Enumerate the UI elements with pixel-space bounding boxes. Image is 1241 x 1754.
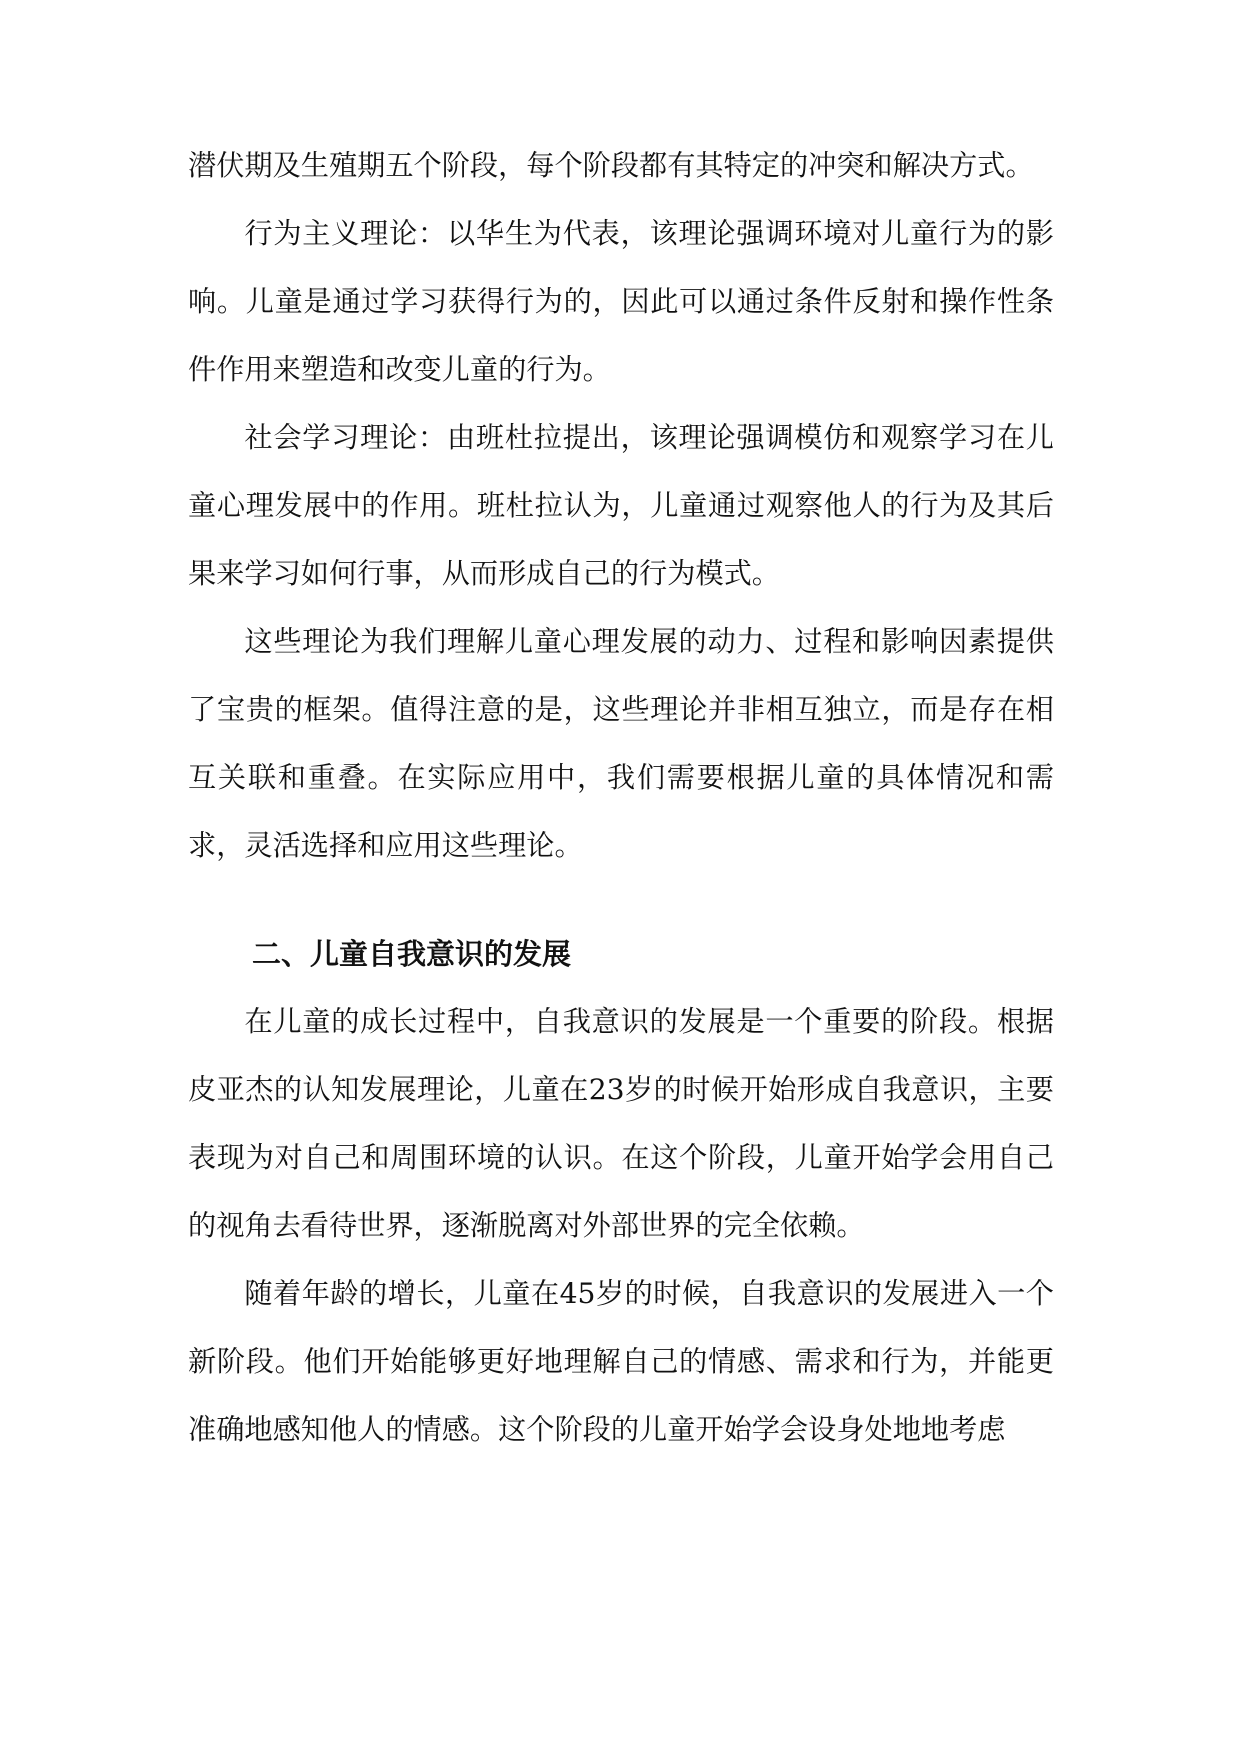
paragraph-self-awareness-later: 随着年龄的增长，儿童在45岁的时候，自我意识的发展进入一个新阶段。他们开始能够更好地理解自己的情感、需求和行为，并能更准确地感知他人的情感。这个阶段的儿童开始学会设身处地地考虑 bbox=[188, 1277, 1054, 1446]
paragraph-social-learning: 社会学习理论：由班杜拉提出，该理论强调模仿和观察学习在儿童心理发展中的作用。班杜拉认为，儿童通过观察他人的行为及其后果来学习如何行事，从而形成自己的行为模式。 bbox=[188, 421, 1054, 590]
document-body bbox=[188, 132, 1054, 1464]
paragraph-theories-summary: 这些理论为我们理解儿童心理发展的动力、过程和影响因素提供了宝贵的框架。值得注意的是，这些理论并非相互独立，而是存在相互关联和重叠。在实际应用中，我们需要根据儿童的具体情况和需求，灵活选择和应用这些理论。 bbox=[188, 625, 1054, 862]
paragraph-continued: 潜伏期及生殖期五个阶段，每个阶段都有其特定的冲突和解决方式。 bbox=[188, 149, 1034, 182]
paragraph-behaviorism: 行为主义理论：以华生为代表，该理论强调环境对儿童行为的影响。儿童是通过学习获得行为的，因此可以通过条件反射和操作性条件作用来塑造和改变儿童的行为。 bbox=[188, 217, 1054, 386]
paragraph-self-awareness-early: 在儿童的成长过程中，自我意识的发展是一个重要的阶段。根据皮亚杰的认知发展理论，儿童在23岁的时候开始形成自我意识，主要表现为对自己和周围环境的认识。在这个阶段，儿童开始学会用自己的视角去看待世界，逐渐脱离对外部世界的完全依赖。 bbox=[188, 1005, 1054, 1242]
section-heading: 二、儿童自我意识的发展 bbox=[252, 937, 572, 971]
